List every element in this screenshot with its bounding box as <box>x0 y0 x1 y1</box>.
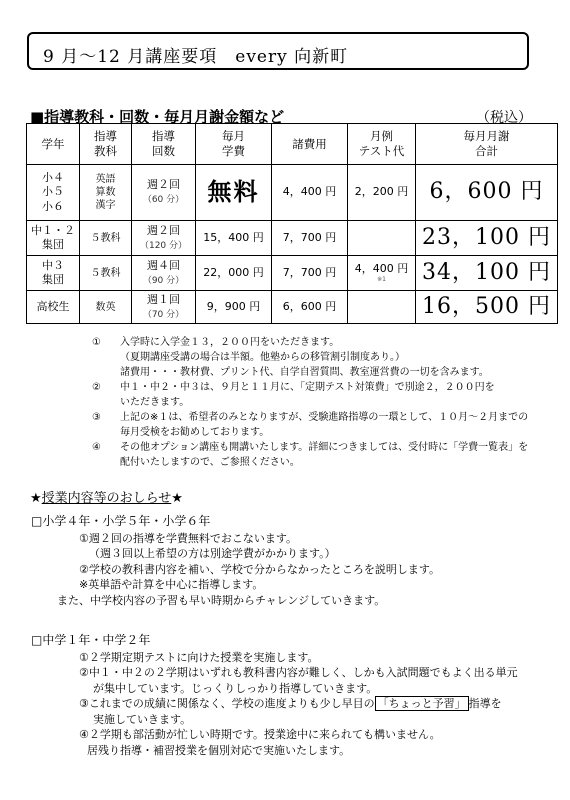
cell-subject: 数英 <box>80 291 132 324</box>
elementary-line: （週３回以上希望の方は別途学費がかかります。） <box>89 547 336 560</box>
cell-grade: 中１・２ 集団 <box>27 221 80 256</box>
elementary-line: ②学校の教科書内容を補い、学校で分からなかったところを説明します。 <box>79 562 440 576</box>
note-item: ④ その他オプション講座も開講いたします。詳細につきましては、受付時に「学費一覧表」を <box>92 442 529 453</box>
note-line: （夏期講座受講の場合は半額。他塾からの移管割引制度あり。） <box>120 352 405 363</box>
tax-label: （税込） <box>476 110 532 126</box>
cell-misc: 4，400 円 <box>272 165 348 221</box>
cell-total: 23，100 円 <box>416 221 558 256</box>
junior-line: ③これまでの成績に関係なく、学校の進度よりも少し早目の 「ちょっと予習」 指導を <box>79 697 502 710</box>
note-line: いただきます。 <box>120 397 190 408</box>
junior-line: 実施していきます。 <box>93 712 192 726</box>
page-title: 9 月〜12 月講座要項 every 向新町 <box>43 47 349 67</box>
junior-line: が集中しています。じっくりしっかり指導していきます。 <box>93 681 378 695</box>
note-line: 諸費用・・・教材費、プリント代、自学自習質問、教室運営費の一切を含みます。 <box>120 367 489 378</box>
junior-heading: □中学１年・中学２年 <box>31 633 151 647</box>
star-icon: ★ <box>171 491 183 506</box>
junior-line: ②中１・中２の２学期はいずれも教科書内容が難しく、しかも入試問題でもよく出る単元 <box>79 666 518 679</box>
cell-monthly-free: 無料 <box>196 165 272 221</box>
note-item: ③ 上記の※１は、希望者のみとなりますが、受験進路指導の一環として、１０月～２月までの <box>92 412 529 423</box>
header-subject: 指導 教科 <box>80 124 132 165</box>
notes-list <box>92 335 528 470</box>
table-header-row <box>27 124 558 165</box>
note-item: ② 中１・中２・中３は、９月と１１月に、「定期テスト対策費」で別途２，２００円を <box>92 382 495 393</box>
header-monthly-fee: 毎月 学費 <box>196 124 272 165</box>
cell-grade: 高校生 <box>27 291 80 324</box>
cell-frequency: 週２回 （120 分） <box>132 221 196 256</box>
table-row <box>27 291 558 324</box>
cell-misc: 6，600 円 <box>272 291 348 324</box>
cell-misc: 7，700 円 <box>272 256 348 291</box>
note-line: 配付いたしますので、ご参照ください。 <box>120 457 300 468</box>
table-row <box>27 221 558 256</box>
header-frequency: 指導 回数 <box>132 124 196 165</box>
elementary-line: ①週２回の指導を学費無料でおこないます。 <box>79 531 297 545</box>
table-row <box>27 165 558 221</box>
cell-monthly: 15，400 円 <box>196 221 272 256</box>
elementary-line: ※英単語や計算を中心に指導します。 <box>79 578 264 591</box>
star-icon: ★ <box>30 491 42 506</box>
elementary-heading: □小学４年・小学５年・小学６年 <box>31 514 211 528</box>
cell-monthly: 9，900 円 <box>196 291 272 324</box>
cell-test <box>348 221 416 256</box>
cell-grade: 小４ 小５ 小６ <box>27 165 80 221</box>
note-line: 毎月受検をお勧めしております。 <box>120 427 270 438</box>
cell-grade: 中３ 集団 <box>27 256 80 291</box>
highlight-box: 「ちょっと予習」 <box>375 696 469 711</box>
cell-frequency: 週１回 （70 分） <box>132 291 196 324</box>
cell-frequency: 週２回 （60 分） <box>132 165 196 221</box>
junior-line: ④２学期も部活動が忙しい時期です。授業途中に来られても構いません。 <box>79 728 441 741</box>
cell-test <box>348 291 416 324</box>
cell-monthly: 22，000 円 <box>196 256 272 291</box>
note-item: ① 入学時に入学金１３，２００円をいただきます。 <box>92 337 340 348</box>
cell-subject: ５教科 <box>80 256 132 291</box>
elementary-section <box>31 514 440 608</box>
section-heading: ■指導教科・回数・毎月月謝金額など <box>30 108 285 126</box>
title-box <box>27 32 529 70</box>
junior-line: 居残り指導・補習授業を個別対応で実施いたします。 <box>87 743 351 757</box>
cell-total: 34，100 円 <box>416 256 558 291</box>
header-grade: 学年 <box>27 124 80 165</box>
junior-section <box>31 633 518 758</box>
header-total: 毎月月謝 合計 <box>416 124 558 165</box>
junior-line: ①２学期定期テストに向けた授業を実施します。 <box>79 650 319 664</box>
header-test-fee: 月例 テスト代 <box>348 124 416 165</box>
table-row <box>27 256 558 291</box>
header-misc-fee: 諸費用 <box>272 124 348 165</box>
cell-test: 4，400 円 ※1 <box>348 256 416 291</box>
cell-misc: 7，700 円 <box>272 221 348 256</box>
announcement-heading: ★授業内容等のおしらせ★ <box>30 491 183 506</box>
fee-table <box>26 123 558 324</box>
cell-subject: ５教科 <box>80 221 132 256</box>
cell-frequency: 週４回 （90 分） <box>132 256 196 291</box>
test-note-mark: ※1 <box>377 276 386 284</box>
elementary-footer: また、中学校内容の予習も早い時期からチャレンジしていきます。 <box>57 593 386 607</box>
cell-subject: 英語 算数 漢字 <box>80 165 132 221</box>
cell-test: 2，200 円 <box>348 165 416 221</box>
cell-total: 6，600 円 <box>416 165 558 221</box>
cell-total: 16，500 円 <box>416 291 558 324</box>
